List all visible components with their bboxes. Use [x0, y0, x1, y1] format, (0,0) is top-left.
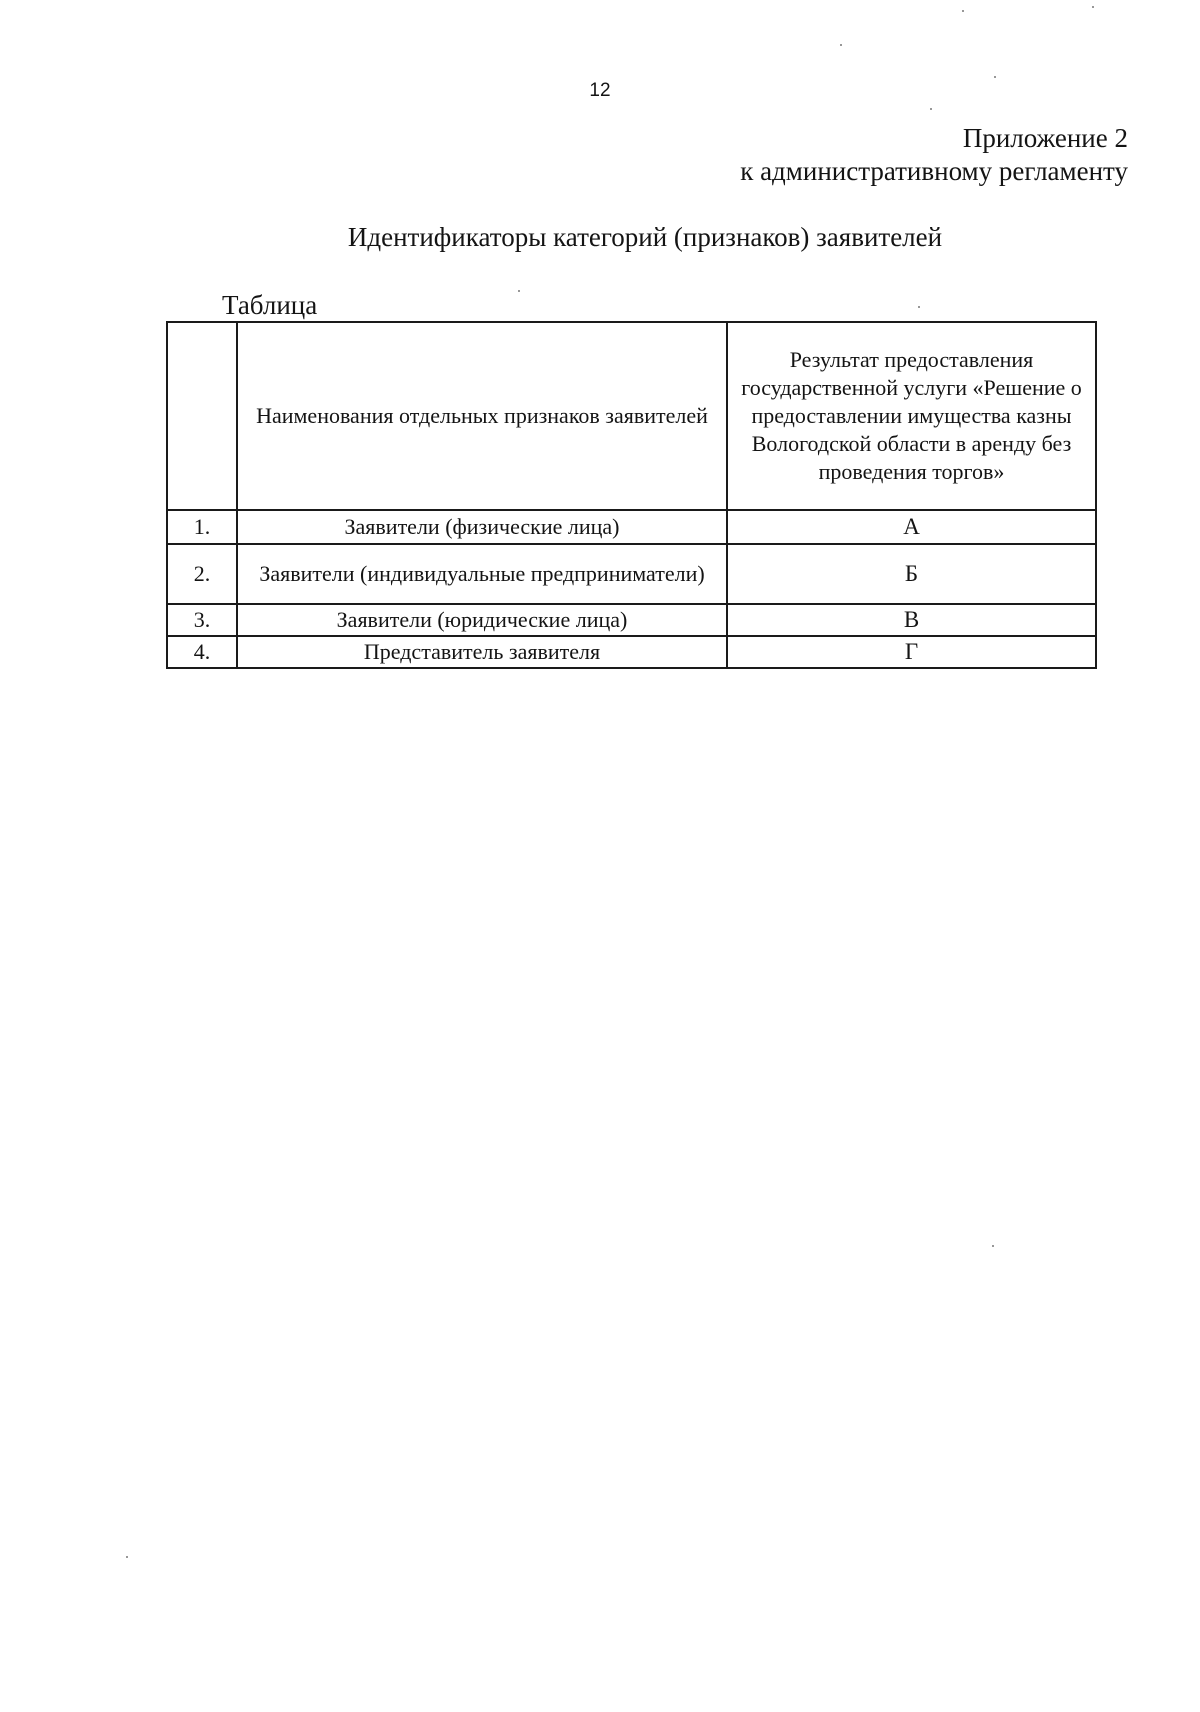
applicant-categories-table: [166, 321, 1097, 669]
row-category-code: А: [727, 510, 1096, 544]
table-caption: Таблица: [222, 290, 318, 320]
row-applicant-name: Представитель заявителя: [237, 636, 727, 668]
row-category-code: Б: [727, 544, 1096, 604]
appendix-line-1: Приложение 2: [962, 123, 1128, 153]
row-applicant-name: Заявители (индивидуальные предприниматели): [237, 544, 727, 604]
row-number: 2.: [167, 544, 237, 604]
table-row: [167, 636, 1096, 668]
row-applicant-name: Заявители (юридические лица): [237, 604, 727, 636]
document-title: Идентификаторы категорий (признаков) заявителей: [347, 222, 943, 252]
table-row: [167, 510, 1096, 544]
row-number: 1.: [167, 510, 237, 544]
row-applicant-name: Заявители (физические лица): [237, 510, 727, 544]
appendix-reference: [740, 122, 1128, 188]
table-row: [167, 604, 1096, 636]
header-number: [167, 322, 237, 510]
row-number: 3.: [167, 604, 237, 636]
page-number: 12: [589, 80, 611, 101]
table-row: [167, 544, 1096, 604]
table-header-row: [167, 322, 1096, 510]
row-number: 4.: [167, 636, 237, 668]
row-category-code: В: [727, 604, 1096, 636]
row-category-code: Г: [727, 636, 1096, 668]
header-applicant-name: Наименования отдельных признаков заявителей: [237, 322, 727, 510]
header-service-result: Результат предоставления государственной услуги «Решение о предоставлении имущества казны Вологодской области в аренду без проведения торгов»: [727, 322, 1096, 510]
appendix-line-2: к административному регламенту: [740, 156, 1128, 186]
